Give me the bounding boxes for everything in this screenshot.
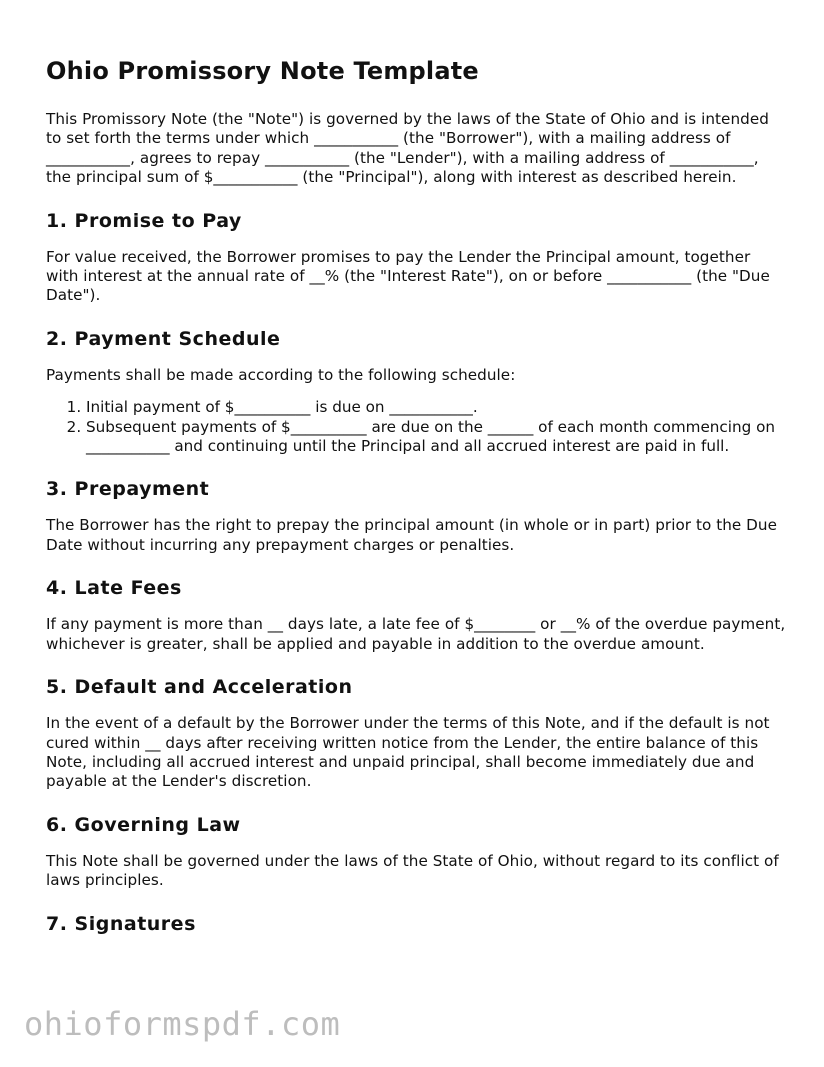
section-heading-promise-to-pay: 1. Promise to Pay: [46, 209, 242, 232]
section-heading-late-fees: 4. Late Fees: [46, 577, 182, 600]
list-item: 2. Subsequent payments of $__________ are due on the ______ of each month commencing on ___________ and continuing until the Principal and all accrued interest are paid in full.: [86, 418, 786, 457]
section-heading-payment-schedule: 2. Payment Schedule: [46, 327, 281, 350]
page-title: Ohio Promissory Note Template: [46, 57, 479, 85]
section-body-governing-law: This Note shall be governed under the laws of the State of Ohio, without regard to its conflict of laws principles.: [46, 851, 779, 890]
list-item: 1. Initial payment of $__________ is due on ___________.: [86, 398, 786, 417]
section-body-late-fees: If any payment is more than __ days late, a late fee of $________ or __% of the overdue payment, whichever is greater, shall be applied and payable in addition to the overdue amount.: [46, 615, 786, 653]
document-page: [46, 52, 786, 951]
section-heading-governing-law: 6. Governing Law: [46, 813, 241, 836]
intro-paragraph: This Promissory Note (the "Note") is governed by the laws of the State of Ohio and is intended to set forth the terms under which ___________ (the "Borrower"), with a mailing address of ___________, agrees to repay ___________ (the "Lender"), with a mailing address of ___________, the principal sum of $___________ (the "Principal"), along with interest as described herein.: [46, 110, 769, 187]
section-body-default-acceleration: In the event of a default by the Borrower under the terms of this Note, and if the default is not cured within __ days after receiving written notice from the Lender, the entire balance of this Note, including all accrued interest and unpaid principal, shall become immediately due and payable at the Lender's discretion.: [46, 714, 770, 791]
watermark: ohioformspdf.com: [24, 1005, 341, 1043]
section-body-prepayment: The Borrower has the right to prepay the principal amount (in whole or in part) prior to the Due Date without incurring any prepayment charges or penalties.: [46, 516, 777, 554]
section-heading-default-acceleration: 5. Default and Acceleration: [46, 676, 353, 699]
section-heading-signatures: 7. Signatures: [46, 912, 196, 935]
section-heading-prepayment: 3. Prepayment: [46, 478, 210, 501]
section-body-promise-to-pay: For value received, the Borrower promises to pay the Lender the Principal amount, together with interest at the annual rate of __% (the "Interest Rate"), on or before ___________ (the "Due Date").: [46, 247, 770, 305]
section-body-payment-schedule: Payments shall be made according to the following schedule:: [46, 365, 516, 384]
payment-schedule-list: [46, 398, 786, 456]
